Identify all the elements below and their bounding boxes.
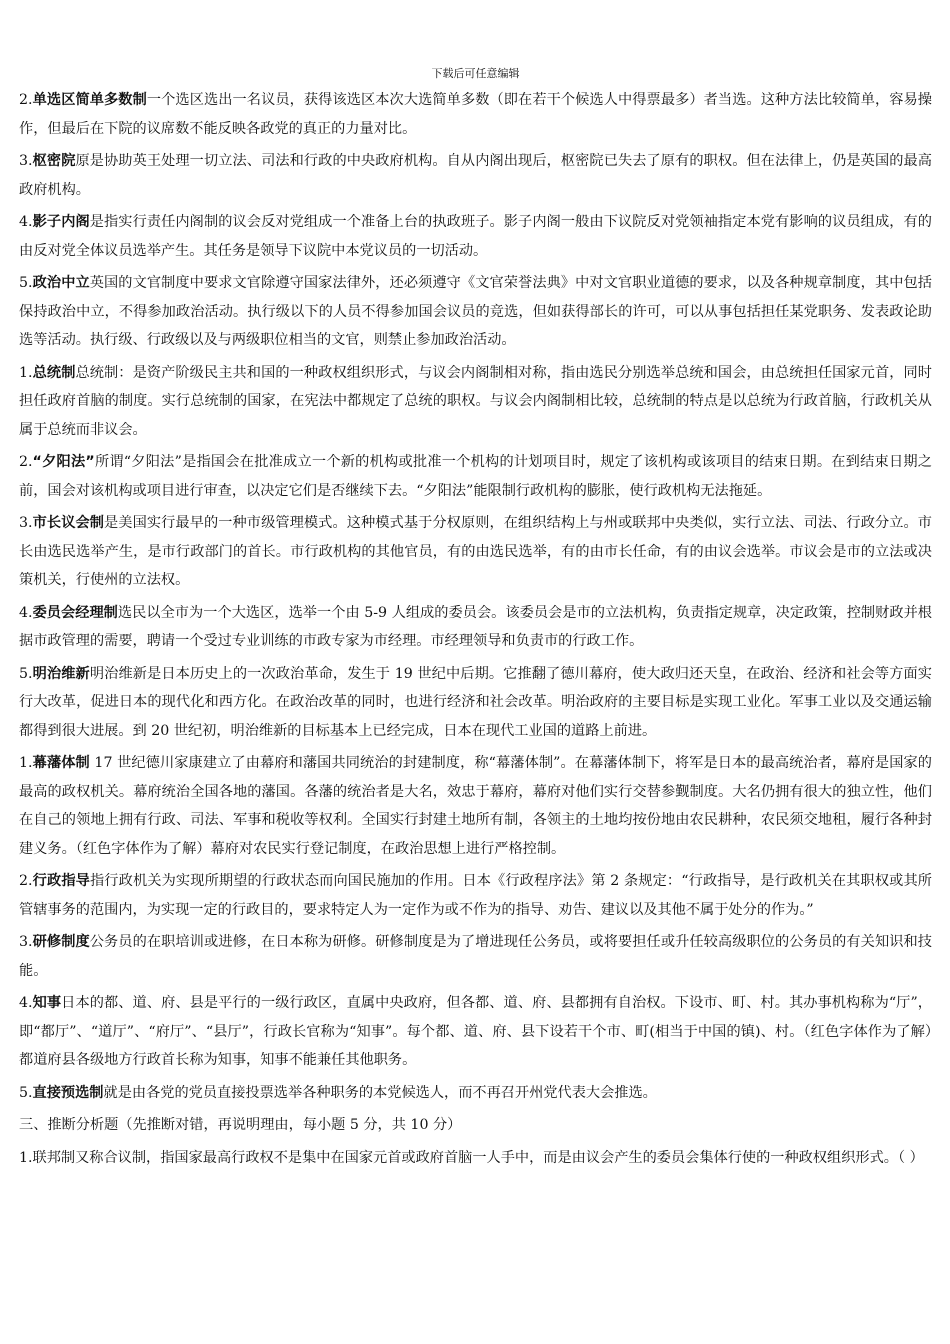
term-entry (19, 749, 932, 863)
entry-definition: 公务员的在职培训或进修，在日本称为研修。研修制度是为了增进现任公务员，或将要担任或升任较高级职位的公务员的有关知识和技能。 (19, 934, 932, 979)
entry-term: 幕藩体制 (32, 755, 90, 771)
entry-term: 行政指导 (32, 873, 90, 889)
entry-number: 4. (19, 604, 33, 621)
entry-definition: 指行政机关为实现所期望的行政状态而向国民施加的作用。日本《行政程序法》第 2 条规定：“行政指导，是行政机关在其职权或其所管辖事务的范围内，为实现一定的行政目的，要求特定人为一定作为或不作为的指导、劝告、建议以及其他不属于处分的作为。” (19, 873, 932, 918)
term-entry (19, 867, 932, 924)
entry-term: “夕阳法” (32, 454, 95, 470)
entry-definition: 原是协助英王处理一切立法、司法和行政的中央政府机构。自从内阁出现后，枢密院已失去了原有的职权。但在法律上，仍是英国的最高政府机构。 (19, 153, 932, 198)
term-entry (19, 86, 932, 143)
entry-definition: 所谓“夕阳法”是指国会在批准成立一个新的机构或批准一个机构的计划项目时，规定了该机构或该项目的结束日期。在到结束日期之前，国会对该机构或项目进行审查，以决定它们是否继续下去。“夕阳法”能限制行政机构的膨胀，使行政机构无法拖延。 (19, 454, 932, 499)
entry-number: 3. (19, 515, 33, 531)
entry-definition: 选民以全市为一个大选区，选举一个由 5-9 人组成的委员会。该委员会是市的立法机构，负责指定规章，决定政策，控制财政并根据市政管理的需要，聘请一个受过专业训练的市政专家为市经理。市经理领导和负责市的行政工作。 (19, 604, 932, 649)
page-header: 下载后可任意编辑 (431, 67, 520, 80)
entry-term: 研修制度 (32, 934, 90, 950)
entry-definition: 一个选区选出一名议员，获得该选区本次大选简单多数（即在若干个候选人中得票最多）者当选。这种方法比较简单，容易操作，但最后在下院的议席数不能反映各政党的真正的力量对比。 (19, 92, 932, 137)
term-entry (19, 660, 932, 746)
entry-number: 1. (19, 364, 33, 381)
entry-number: 1. (19, 755, 33, 771)
entry-number: 2. (19, 454, 33, 470)
entry-number: 3. (19, 153, 33, 169)
entry-number: 3. (19, 934, 33, 950)
term-entry (19, 147, 932, 204)
term-entry (19, 208, 932, 265)
entry-term: 影子内阁 (32, 214, 90, 230)
term-entry (19, 1079, 932, 1108)
entry-number: 5. (19, 275, 33, 291)
entry-term: 直接预选制 (32, 1084, 104, 1101)
entry-list (19, 86, 932, 1107)
entry-number: 4. (19, 214, 33, 230)
entry-number: 4. (19, 995, 33, 1011)
term-entry (19, 599, 932, 656)
term-entry (19, 359, 932, 445)
entry-definition: 总统制：是资产阶级民主共和国的一种政权组织形式，与议会内阁制相对称，指由选民分别选举总统和国会，由总统担任国家元首，同时担任政府首脑的制度。实行总统制的国家，在宪法中都规定了总统的职权。与议会内阁制相比较，总统制的特点是以总统为行政首脑，行政机关从属于总统而非议会。 (19, 364, 932, 438)
entry-definition: 是指实行责任内阁制的议会反对党组成一个准备上台的执政班子。影子内阁一般由下议院反对党领袖指定本党有影响的议员组成，有的由反对党全体议员选举产生。其任务是领导下议院中本党议员的一切活动。 (19, 214, 932, 259)
term-entry (19, 928, 932, 985)
question-text: 1.联邦制又称合议制，指国家最高行政权不是集中在国家元首或政府首脑一人手中，而是由议会产生的委员会集体行使的一种政权组织形式。（ ） (19, 1149, 924, 1166)
term-entry (19, 989, 932, 1075)
entry-term: 市长议会制 (32, 515, 105, 531)
entry-term: 单选区简单多数制 (32, 92, 147, 108)
entry-definition: 就是由各党的党员直接投票选举各种职务的本党候选人，而不再召开州党代表大会推选。 (103, 1084, 657, 1101)
term-entry (19, 269, 932, 355)
entry-term: 知事 (32, 995, 62, 1011)
entry-number: 2. (19, 873, 33, 889)
entry-number: 2. (19, 92, 33, 108)
entry-term: 枢密院 (32, 153, 76, 169)
entry-definition: 日本的都、道、府、县是平行的一级行政区，直属中央政府，但各都、道、府、县都拥有自治权。下设市、町、村。其办事机构称为“厅”，即“都厅”、“道厅”、“府厅”、“县厅”，行政长官称为“知事”。每个都、道、府、县下设若干个市、町(相当于中国的镇)、村。（红色字体作为了解）都道府县各级地方行政首长称为知事，知事不能兼任其他职务。 (19, 995, 932, 1068)
entry-definition: 17 世纪德川家康建立了由幕府和藩国共同统治的封建制度，称“幕藩体制”。在幕藩体制下，将军是日本的最高统治者，幕府是国家的最高的政权机关。幕府统治全国各地的藩国。各藩的统治者是大名，效忠于幕府，幕府对他们实行交替参觐制度。大名仍拥有很大的独立性，他们在自己的领地上拥有行政、司法、军事和税收等权利。全国实行封建土地所有制，各领主的土地均按份地由农民耕种，农民须交地租，履行各种封建义务。（红色字体作为了解）幕府对农民实行登记制度，在政治思想上进行严格控制。 (19, 755, 932, 857)
entry-term: 明治维新 (32, 665, 90, 682)
entry-definition: 英国的文官制度中要求文官除遵守国家法律外，还必须遵守《文官荣誉法典》中对文官职业道德的要求，以及各种规章制度，其中包括保持政治中立，不得参加政治活动。执行级以下的人员不得参加国会议员的竞选，但如获得部长的许可，可以从事包括担任某党职务、发表政论助选等活动。执行级、行政级以及与两级职位相当的文官，则禁止参加政治活动。 (19, 275, 932, 348)
term-entry (19, 509, 932, 595)
entry-number: 5. (19, 1084, 33, 1101)
section-heading: 三、推断分析题（先推断对错，再说明理由，每小题 5 分，共 10 分） (19, 1117, 462, 1133)
entry-term: 总统制 (32, 364, 76, 381)
entry-number: 5. (19, 665, 33, 682)
entry-definition: 是美国实行最早的一种市级管理模式。这种模式基于分权原则，在组织结构上与州或联邦中央类似，实行立法、司法、行政分立。市长由选民选举产生，是市行政部门的首长。市行政机构的其他官员，有的由选民选举，有的由市长任命，有的由议会选举。市议会是市的立法或决策机关，行使州的立法权。 (19, 515, 932, 588)
entry-definition: 明治维新是日本历史上的一次政治革命，发生于 19 世纪中后期。它推翻了德川幕府，使大政归还天皇，在政治、经济和社会等方面实行大改革，促进日本的现代化和西方化。在政治改革的同时，也进行经济和社会改革。明治政府的主要目标是实现工业化。军事工业以及交通运输都得到很大进展。到 20 世纪初，明治维新的目标基本上已经完成，日本在现代工业国的道路上前进。 (19, 665, 932, 739)
entry-term: 委员会经理制 (32, 604, 118, 621)
entry-term: 政治中立 (32, 275, 90, 291)
term-entry (19, 448, 932, 505)
